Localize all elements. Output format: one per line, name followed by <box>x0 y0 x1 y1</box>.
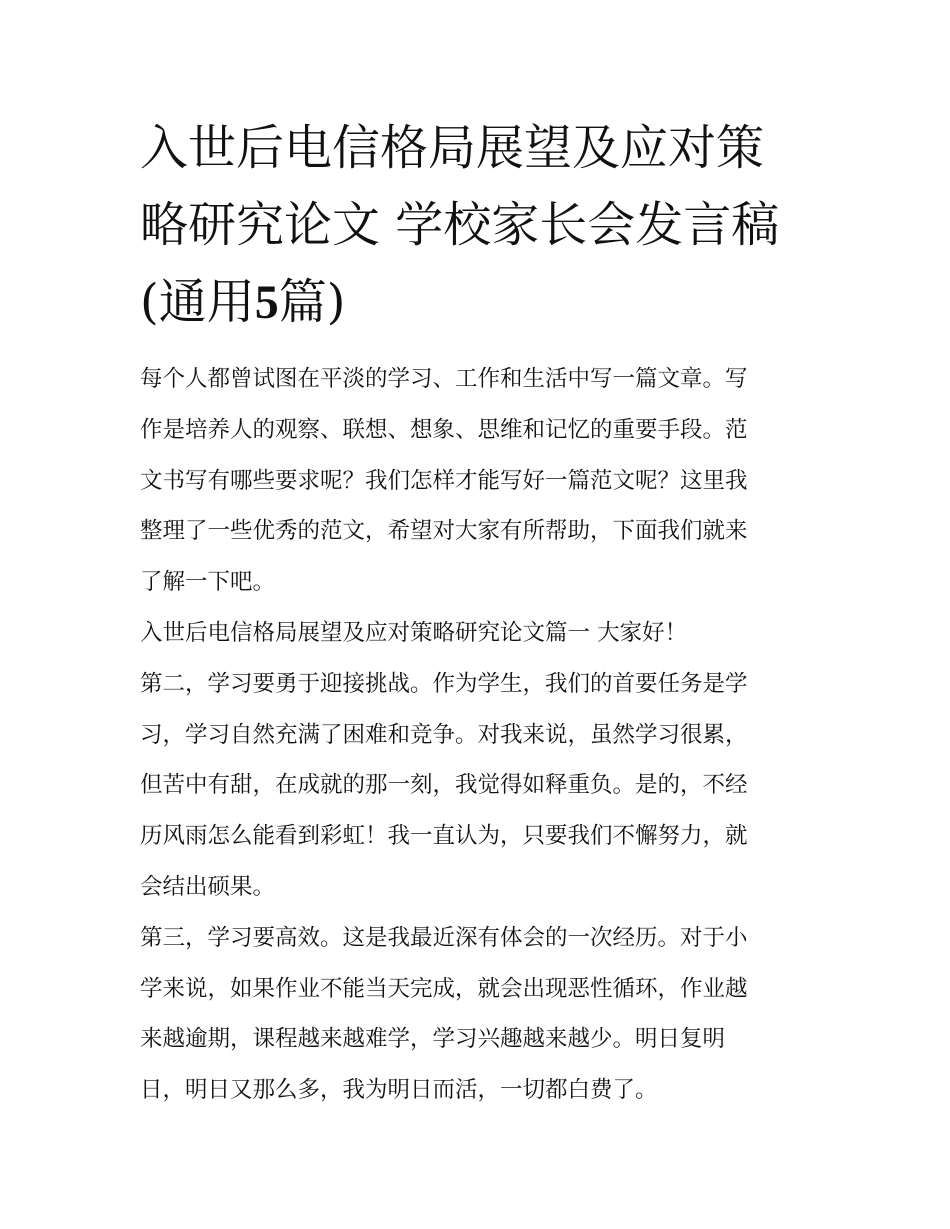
body-line: 文书写有哪些要求呢？我们怎样才能写好一篇范文呢？这里我 <box>140 467 748 494</box>
section-heading-line: 入世后电信格局展望及应对策略研究论文篇一 大家好！ <box>140 619 688 646</box>
title-suffix: 篇) <box>278 274 346 330</box>
body-line: 日，明日又那么多，我为明日而活，一切都白费了。 <box>140 1077 658 1104</box>
body-line: 作是培养人的观察、联想、想象、思维和记忆的重要手段。范 <box>140 416 748 443</box>
body-line: 了解一下吧。 <box>140 569 276 596</box>
body-line: 会结出硕果。 <box>140 873 276 900</box>
title-line: 略研究论文 学校家长会发言稿 <box>140 197 780 253</box>
body-line: 整理了一些优秀的范文，希望对大家有所帮助，下面我们就来 <box>140 518 748 545</box>
body-line: 第三，学习要高效。这是我最近深有体会的一次经历。对于小 <box>140 924 748 951</box>
body-line: 第二，学习要勇于迎接挑战。作为学生，我们的首要任务是学 <box>140 670 748 697</box>
title-prefix: (通用 <box>140 274 255 330</box>
body-line: 习，学习自然充满了困难和竞争。对我来说，虽然学习很累， <box>140 721 748 748</box>
document-title <box>140 110 820 341</box>
body-line: 每个人都曾试图在平淡的学习、工作和生活中写一篇文章。写 <box>140 366 748 392</box>
body-line: 历风雨怎么能看到彩虹！我一直认为，只要我们不懈努力，就 <box>140 823 748 850</box>
body-line: 但苦中有甜，在成就的那一刻，我觉得如释重负。是的，不经 <box>140 772 748 799</box>
title-line: 入世后电信格局展望及应对策 <box>140 120 765 176</box>
body-line: 来越逾期，课程越来越难学，学习兴趣越来越少。明日复明 <box>140 1026 726 1053</box>
title-line <box>140 264 820 341</box>
document-body <box>140 354 820 1116</box>
body-line: 学来说，如果作业不能当天完成，就会出现恶性循环，作业越 <box>140 975 748 1002</box>
title-count: 5 <box>254 276 279 329</box>
